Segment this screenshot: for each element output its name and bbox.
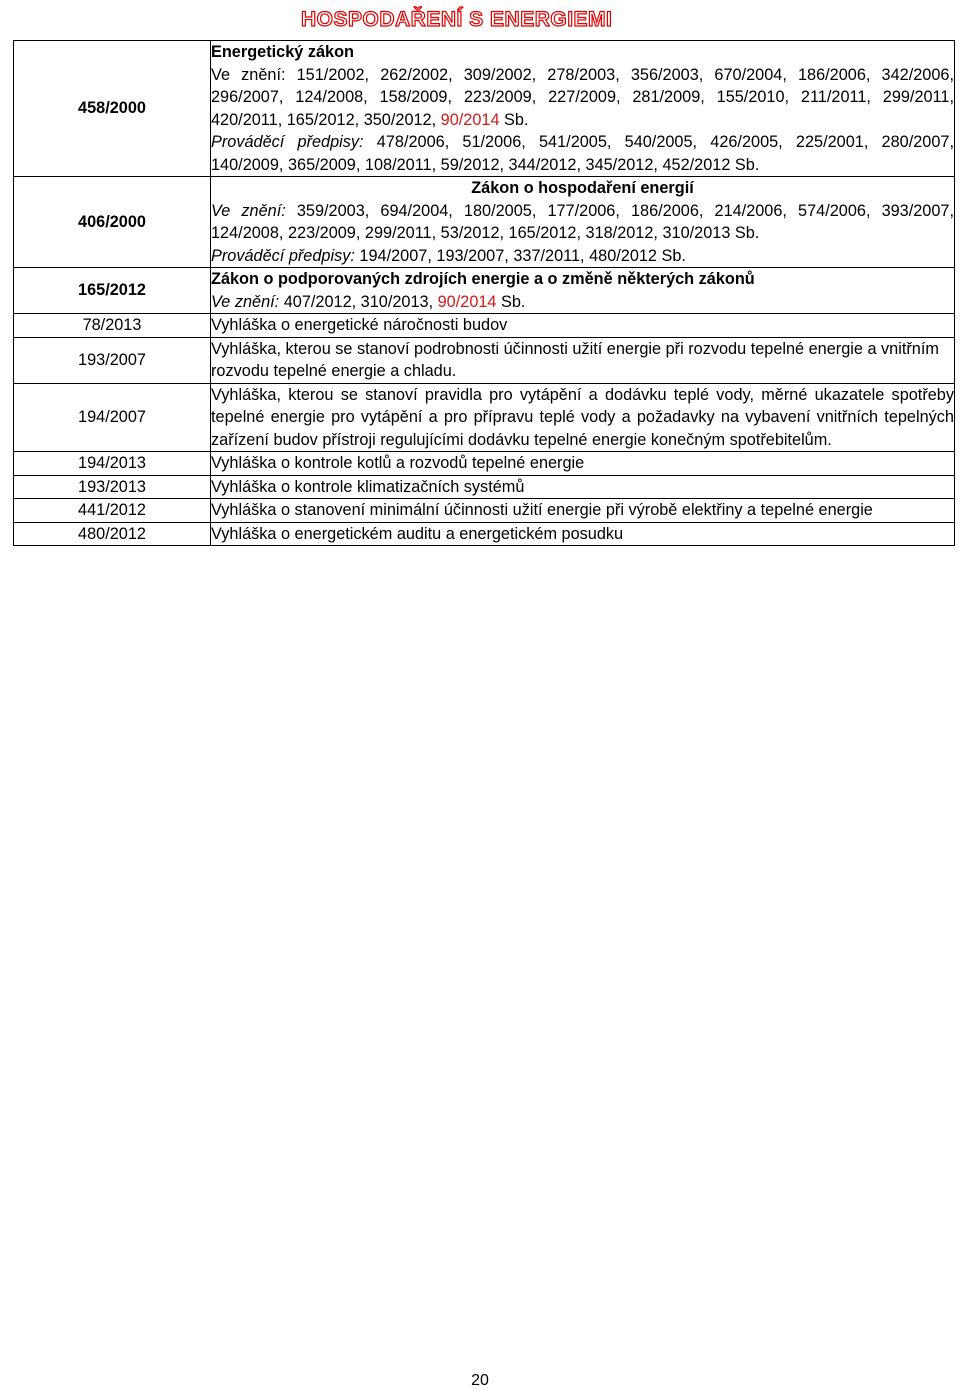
amendments-list: 359/2003, 694/2004, 180/2005, 177/2006, 186/2006, 214/2006, 574/2006, 393/2007, 124/2008, 223/2009, 299/2011, 53/2012, 165/2012, 318/2012, 310/2013 Sb.: [211, 201, 954, 242]
table-row: [14, 383, 955, 452]
amendments: [211, 64, 954, 132]
table-row: [14, 337, 955, 383]
amendments-list: 407/2012, 310/2013,: [279, 292, 438, 311]
act-number: 406/2000: [14, 177, 211, 268]
table-row: [14, 499, 955, 523]
implementing-regulations: [211, 245, 954, 268]
act-number: 193/2007: [14, 337, 211, 383]
amendment-highlight: 90/2014: [437, 292, 497, 311]
table-row: [14, 522, 955, 546]
implementing-label: Prováděcí předpisy:: [211, 246, 355, 265]
act-description: [211, 41, 955, 177]
amendments-suffix: Sb.: [499, 110, 529, 129]
act-number: 458/2000: [14, 41, 211, 177]
legislation-table: [13, 40, 955, 546]
act-number: 165/2012: [14, 268, 211, 314]
amendments: [211, 200, 954, 245]
act-number: 194/2013: [14, 452, 211, 476]
amendments-label: Ve znění:: [211, 201, 286, 220]
act-title: Zákon o podporovaných zdrojích energie a o změně některých zákonů: [211, 270, 755, 288]
act-title: Energetický zákon: [211, 43, 354, 61]
act-description: Vyhláška, kterou se stanoví podrobnosti účinnosti užití energie při rozvodu tepelné energie a vnitřním rozvodu tepelné energie a chladu.: [211, 337, 955, 383]
act-description: Vyhláška o energetickém auditu a energetickém posudku: [211, 522, 955, 546]
act-description: [211, 177, 955, 268]
act-number: 194/2007: [14, 383, 211, 452]
act-number: 78/2013: [14, 314, 211, 338]
implementing-list: 194/2007, 193/2007, 337/2011, 480/2012 Sb.: [354, 246, 686, 265]
page-number: 20: [471, 1372, 489, 1389]
table-row: [14, 452, 955, 476]
act-number: 193/2013: [14, 475, 211, 499]
amendment-highlight: 90/2014: [440, 110, 500, 129]
amendments-label: Ve znění:: [211, 292, 280, 311]
act-number: 480/2012: [14, 522, 211, 546]
amendments-suffix: Sb.: [496, 292, 526, 311]
table-row: [14, 268, 955, 314]
table-row: [14, 475, 955, 499]
act-description: [211, 268, 955, 314]
act-description: Vyhláška o stanovení minimální účinnosti užití energie při výrobě elektřiny a tepelné energie: [211, 499, 955, 523]
implementing-list: 478/2006, 51/2006, 541/2005, 540/2005, 426/2005, 225/2001, 280/2007, 140/2009, 365/2009, 108/2011, 59/2012, 344/2012, 345/2012, 452/2012 Sb.: [211, 133, 954, 174]
amendments: [211, 291, 954, 314]
table-row: [14, 314, 955, 338]
act-description: Vyhláška o energetické náročnosti budov: [211, 314, 955, 338]
implementing-regulations: [211, 131, 954, 176]
act-number: 441/2012: [14, 499, 211, 523]
table-row: [14, 177, 955, 268]
act-description: Vyhláška, kterou se stanoví pravidla pro vytápění a dodávku teplé vody, měrné ukazatele spotřeby tepelné energie pro vytápění a pro přípravu teplé vody a požadavky na vybavení vnitřních tepelných zařízení budov přístroji regulujícími dodávku tepelné energie konečným spotřebitelům.: [211, 383, 955, 452]
table-row: [14, 41, 955, 177]
amendments-list: 151/2002, 262/2002, 309/2002, 278/2003, 356/2003, 670/2004, 186/2006, 342/2006, 296/2007, 124/2008, 158/2009, 223/2009, 227/2009, 281/2009, 155/2010, 211/2011, 299/2011, 420/2011, 165/2012, 350/2012,: [211, 65, 954, 129]
amendments-label: Ve znění:: [211, 65, 286, 84]
page-header-title: HOSPODAŘENÍ S ENERGIEMI: [301, 8, 613, 31]
act-title: Zákon o hospodaření energií: [471, 179, 694, 197]
act-description: Vyhláška o kontrole kotlů a rozvodů tepelné energie: [211, 452, 955, 476]
implementing-label: Prováděcí předpisy:: [211, 133, 364, 151]
act-description: Vyhláška o kontrole klimatizačních systémů: [211, 475, 955, 499]
